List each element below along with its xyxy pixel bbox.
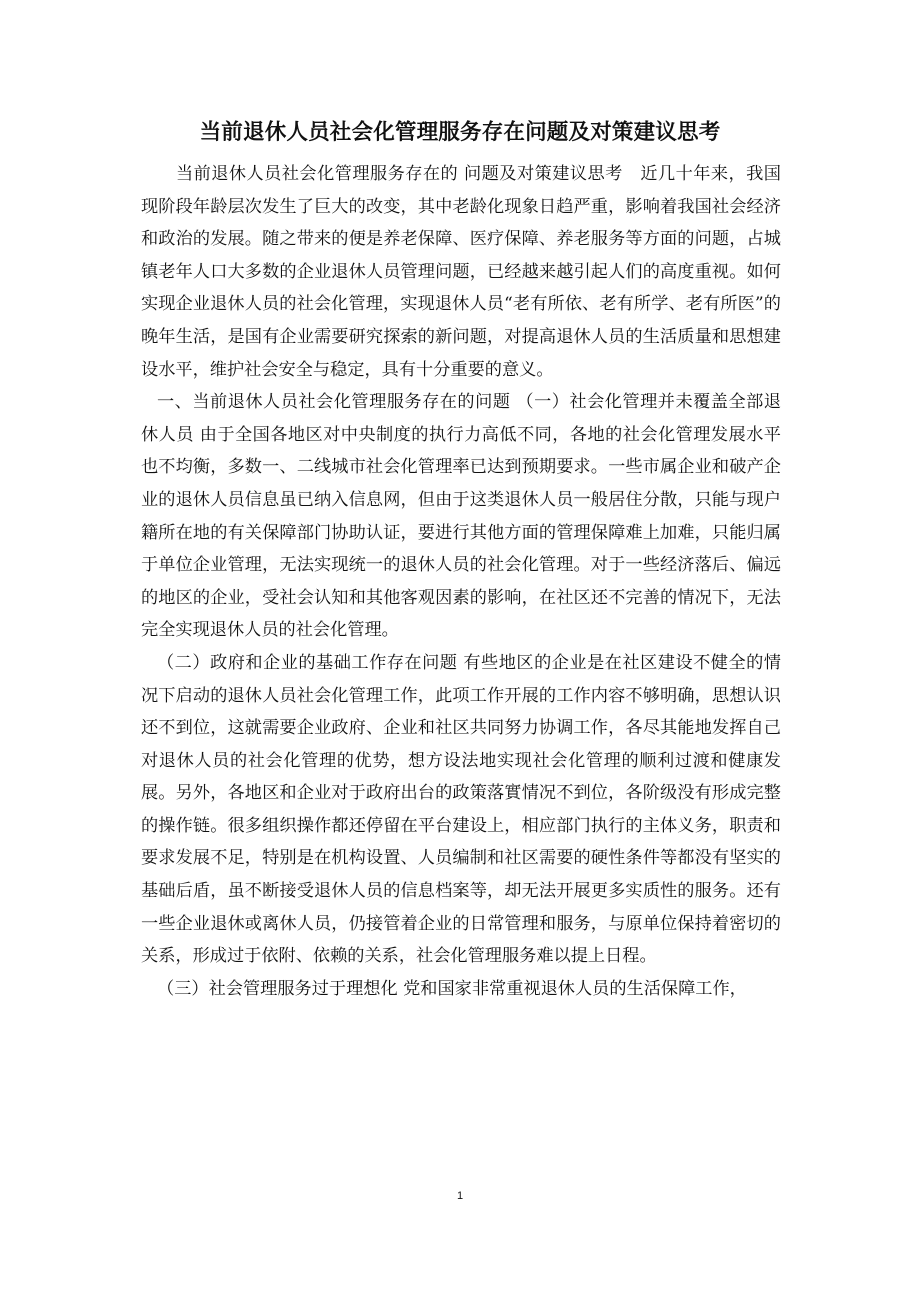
paragraph-intro: 当前退休人员社会化管理服务存在的 问题及对策建议思考 近几十年来，我国现阶段年龄层次发生了巨大的改变，其中老龄化现象日趋严重，影响着我国社会经济和政治的发展。随之带来的便是养老保障、医疗保障、养老服务等方面的问题，占城镇老年人口大多数的企业退休人员管理问题，已经越来越引起人们的高度重视。如何实现企业退休人员的社会化管理，实现退休人员“老有所依、老有所学、老有所医”的晚年生活，是国有企业需要研究探索的新问题，对提高退休人员的生活质量和思想建设水平，维护社会安全与稳定，具有十分重要的意义。 — [141, 164, 781, 380]
document-body — [141, 158, 781, 1005]
document-title: 当前退休人员社会化管理服务存在问题及对策建议思考 — [199, 120, 721, 145]
paragraph-section-two: （二）政府和企业的基础工作存在问题 有些地区的企业是在社区建设不健全的情况下启动的退休人员社会化管理工作，此项工作开展的工作内容不够明确，思想认识还不到位，这就需要企业政府、企业和社区共同努力协调工作，各尽其能地发挥自己对退休人员的社会化管理的优势，想方设法地实现社会化管理的顺利过渡和健康发展。另外，各地区和企业对于政府出台的政策落實情况不到位，各阶级没有形成完整的操作链。很多组织操作都还停留在平台建设上，相应部门执行的主体义务，职责和要求发展不足，特别是在机构设置、人员编制和社区需要的硬性条件等都没有坚实的基础后盾，虽不断接受退休人员的信息档案等，却无法开展更多实质性的服务。还有一些企业退休或离休人员，仍接管着企业的日常管理和服务，与原单位保持着密切的关系，形成过于依附、依赖的关系，社会化管理服务难以提上日程。 — [141, 652, 781, 967]
paragraph-section-one: 一、当前退休人员社会化管理服务存在的问题 （一）社会化管理并未覆盖全部退休人员 由于全国各地区对中央制度的执行力高低不同，各地的社会化管理发展水平也不均衡，多数一、二线城市社会化管理率已达到预期要求。一些市属企业和破产企业的退休人员信息虽已纳入信息网，但由于这类退休人员一般居住分散，只能与现户籍所在地的有关保障部门协助认证，要进行其他方面的管理保障难上加难，只能归属于单位企业管理，无法实现统一的退休人员的社会化管理。对于一些经济落后、偏远的地区的企业，受社会认知和其他客观因素的影响，在社区还不完善的情况下，无法完全实现退休人员的社会化管理。 — [141, 392, 781, 641]
paragraph-section-three: （三）社会管理服务过于理想化 党和国家非常重视退休人员的生活保障工作， — [157, 978, 747, 999]
page-number: 1 — [456, 1190, 464, 1202]
